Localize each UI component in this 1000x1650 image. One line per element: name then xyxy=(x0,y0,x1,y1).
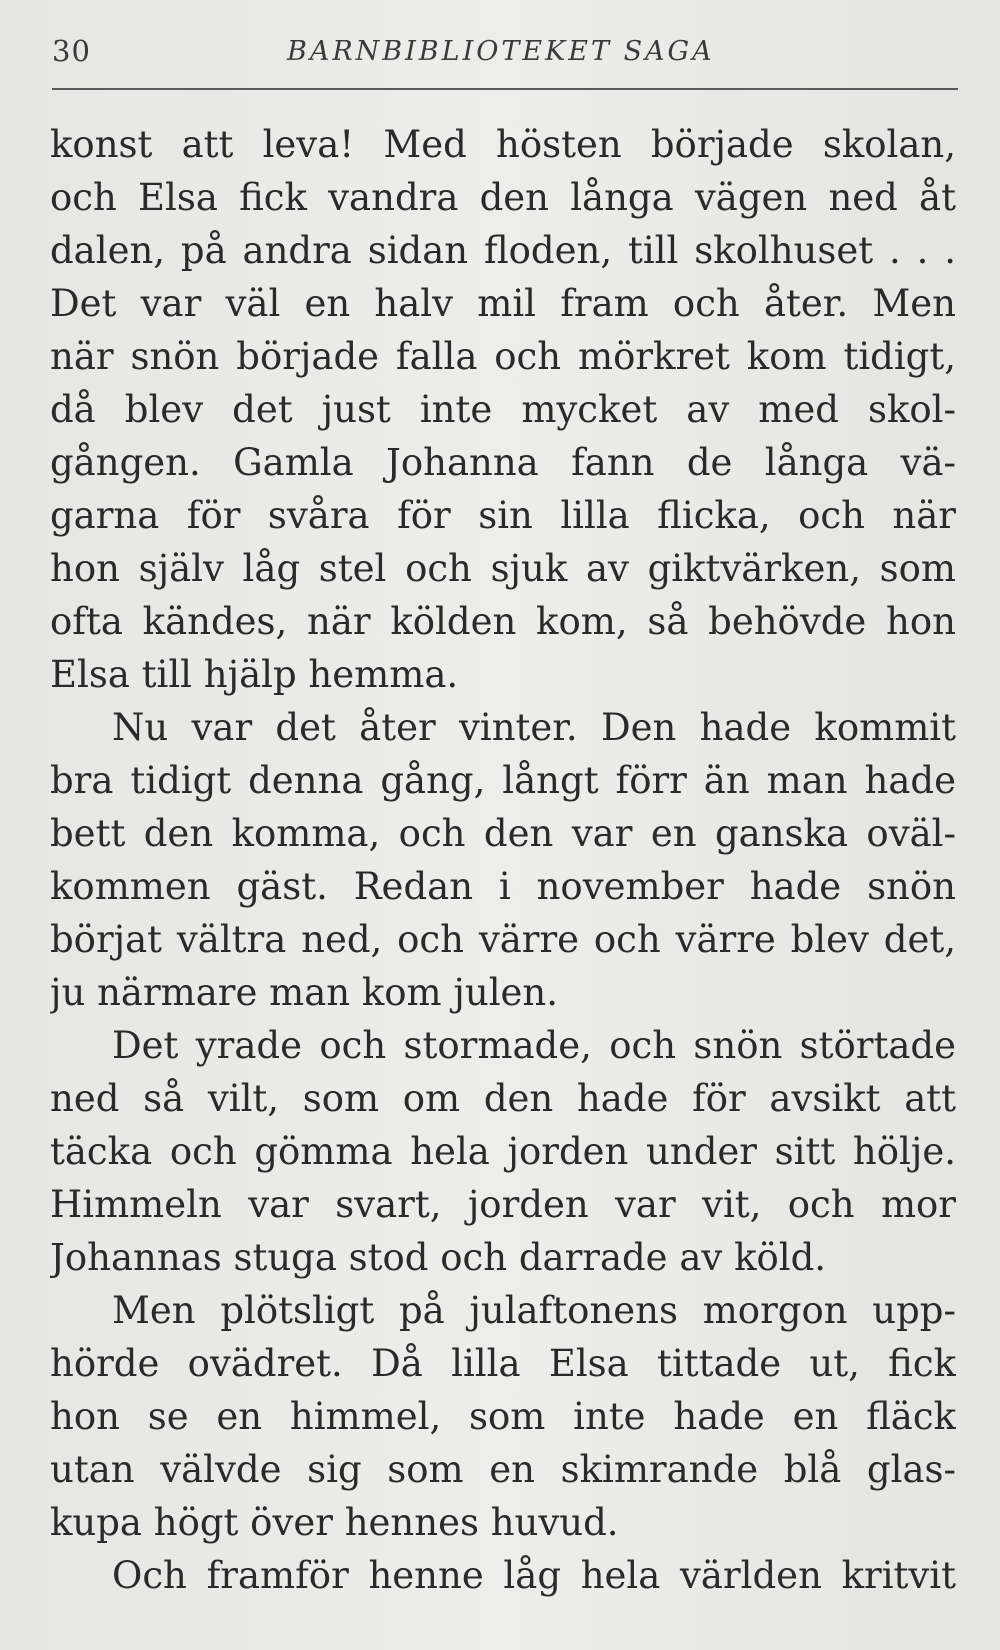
paragraph-end-line: Johannas stuga stod och darrade av köld. xyxy=(50,1236,827,1279)
paragraph-end-line: Elsa till hjälp hemma. xyxy=(50,653,459,696)
running-head: BARNBIBLIOTEKET SAGA xyxy=(287,36,715,67)
text-line: ofta kändes, när kölden kom, så behövde hon xyxy=(50,600,956,643)
text-line: börjat vältra ned, och värre och värre blev det, xyxy=(50,918,956,961)
text-line: utan välvde sig som en skimrande blå glas- xyxy=(50,1448,956,1491)
paragraph-start-line: Nu var det åter vinter. Den hade kommit xyxy=(112,706,956,749)
text-line: och Elsa fick vandra den långa vägen ned åt xyxy=(50,176,956,219)
page-number: 30 xyxy=(52,34,91,68)
paragraph-end-line: kupa högt över hennes huvud. xyxy=(50,1501,619,1544)
text-line: Himmeln var svart, jorden var vit, och mor xyxy=(50,1183,956,1226)
paragraph-start-line: Men plötsligt på julaftonens morgon upp- xyxy=(112,1289,956,1332)
text-line: gången. Gamla Johanna fann de långa vä- xyxy=(50,441,956,484)
text-line: då blev det just inte mycket av med skol- xyxy=(50,388,956,431)
text-line: konst att leva! Med hösten började skolan, xyxy=(50,123,956,166)
text-line: bett den komma, och den var en ganska oväl- xyxy=(50,812,956,855)
header-rule xyxy=(52,88,958,90)
text-line: Det var väl en halv mil fram och åter. Men xyxy=(50,282,956,325)
text-line: hon själv låg stel och sjuk av giktvärken, som xyxy=(50,547,956,590)
text-line: garna för svåra för sin lilla flicka, och när xyxy=(50,494,956,537)
text-line: när snön började falla och mörkret kom tidigt, xyxy=(50,335,956,378)
text-line: ned så vilt, som om den hade för avsikt att xyxy=(50,1077,956,1120)
text-line: dalen, på andra sidan floden, till skolhuset . . . xyxy=(50,229,956,272)
paragraph-start-line: Det yrade och stormade, och snön störtade xyxy=(112,1024,956,1067)
page-header xyxy=(52,34,962,74)
text-line: bra tidigt denna gång, långt förr än man hade xyxy=(50,759,956,802)
text-line: kommen gäst. Redan i november hade snön xyxy=(50,865,956,908)
text-line: hon se en himmel, som inte hade en fläck xyxy=(50,1395,956,1438)
paragraph-end-line: ju närmare man kom julen. xyxy=(50,971,559,1014)
text-line: hörde ovädret. Då lilla Elsa tittade ut, fick xyxy=(50,1342,956,1385)
body-text xyxy=(50,118,956,1602)
text-line: täcka och gömma hela jorden under sitt hölje. xyxy=(50,1130,956,1173)
paragraph-start-line: Och framför henne låg hela världen kritvit xyxy=(112,1554,956,1597)
